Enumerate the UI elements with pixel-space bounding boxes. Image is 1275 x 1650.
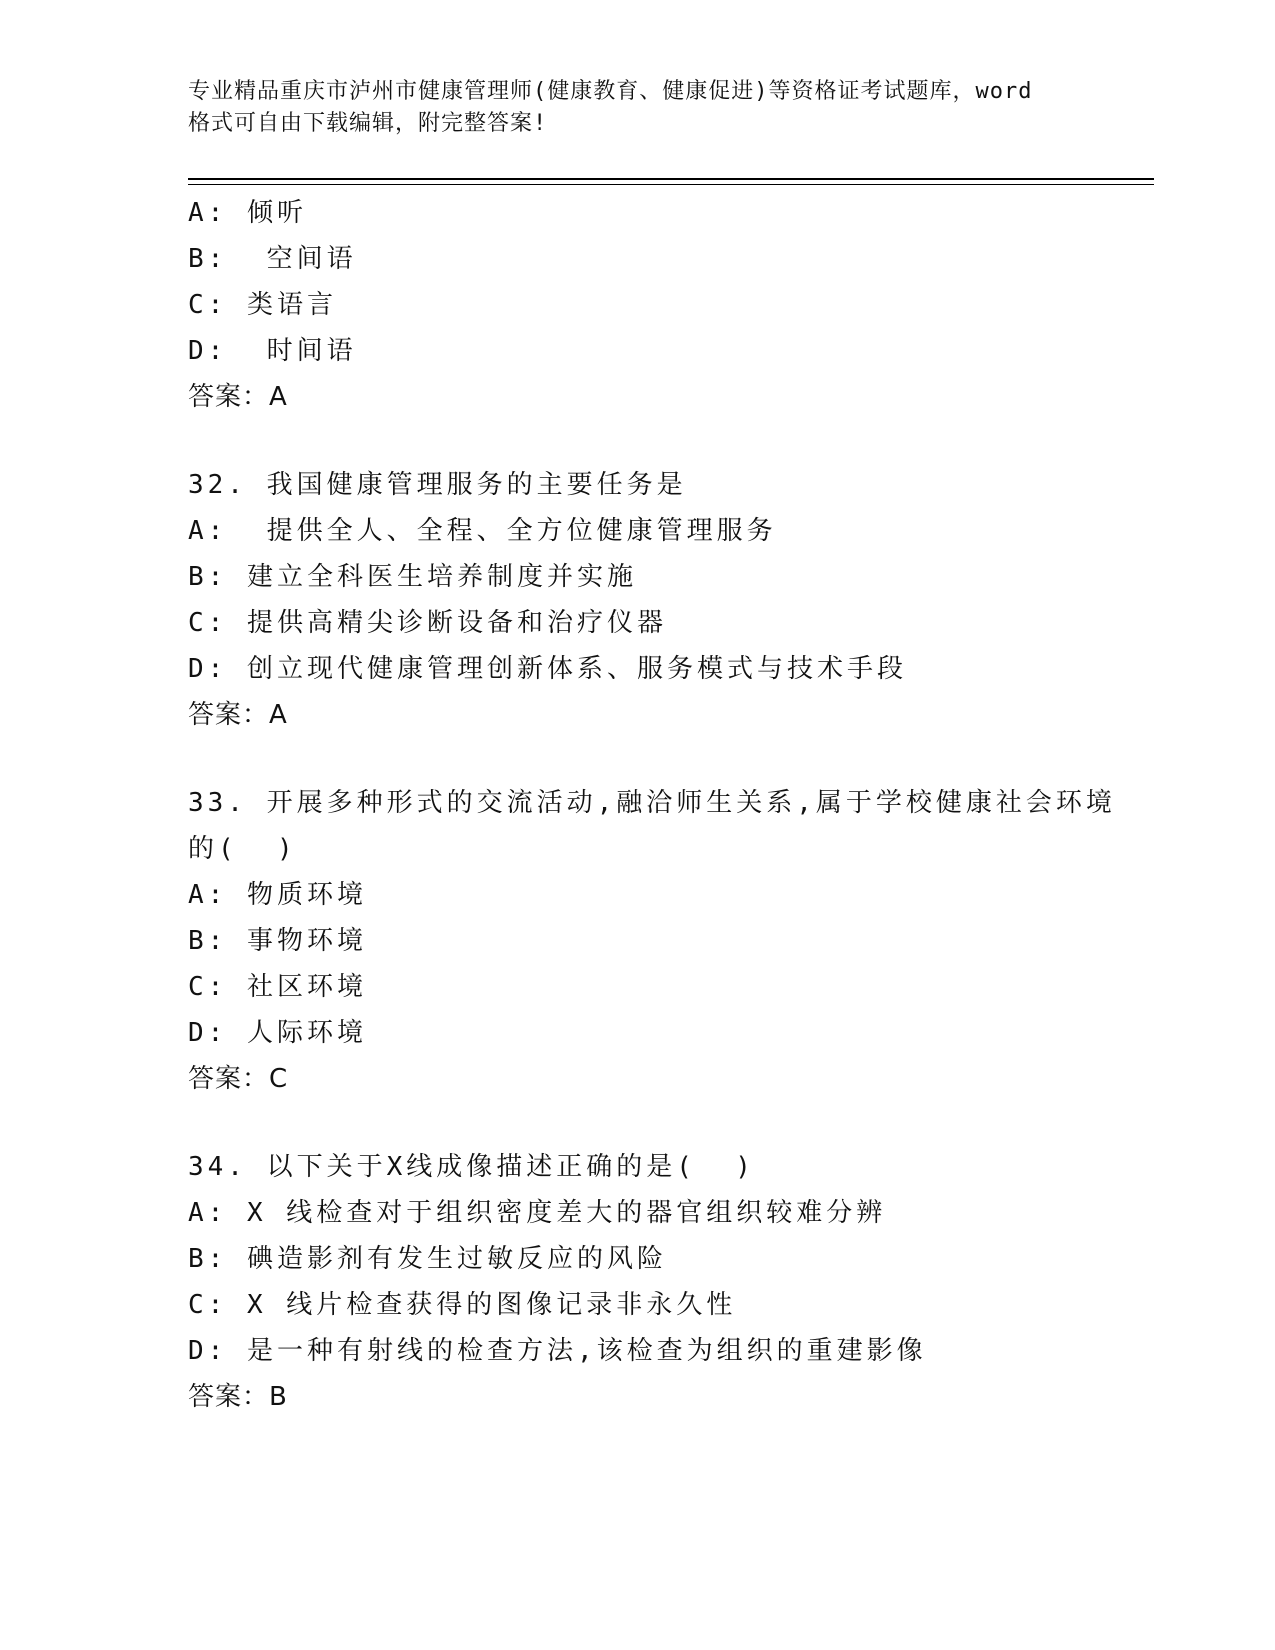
question-stem: 34. 以下关于X线成像描述正确的是( )	[188, 1152, 755, 1182]
option-d: D: 人际环境	[188, 1018, 367, 1048]
option-c: C: 提供高精尖诊断设备和治疗仪器	[188, 608, 667, 638]
question-block-31	[188, 190, 1088, 420]
question-stem-line-2: 的( )	[188, 834, 297, 864]
option-b: B: 空间语	[188, 244, 357, 274]
header-line-2: 格式可自由下载编辑，附完整答案!	[188, 111, 548, 136]
answer-line: 答案：C	[188, 1064, 289, 1094]
question-stem-line-1: 33. 开展多种形式的交流活动,融洽师生关系,属于学校健康社会环境	[188, 788, 1116, 818]
header-divider-thick	[188, 178, 1154, 180]
option-a: A: X 线检查对于组织密度差大的器官组织较难分辨	[188, 1198, 887, 1228]
question-list	[188, 190, 1116, 1420]
option-c: C: 社区环境	[188, 972, 367, 1002]
option-d: D: 时间语	[188, 336, 357, 366]
answer-line: 答案：B	[188, 1382, 288, 1412]
option-b: B: 建立全科医生培养制度并实施	[188, 562, 637, 592]
question-block-34	[188, 1144, 1088, 1420]
question-stem: 32. 我国健康管理服务的主要任务是	[188, 470, 687, 500]
option-a: A: 物质环境	[188, 880, 367, 910]
question-block-32	[188, 462, 1088, 738]
option-a: A: 倾听	[188, 198, 307, 228]
option-a: A: 提供全人、全程、全方位健康管理服务	[188, 516, 777, 546]
header-divider-thin	[188, 184, 1154, 185]
option-d: D: 是一种有射线的检查方法,该检查为组织的重建影像	[188, 1336, 927, 1366]
option-b: B: 碘造影剂有发生过敏反应的风险	[188, 1244, 667, 1274]
option-c: C: X 线片检查获得的图像记录非永久性	[188, 1290, 737, 1320]
header-line-1: 专业精品重庆市泸州市健康管理师(健康教育、健康促进)等资格证考试题库，word	[188, 79, 1033, 104]
document-header	[188, 76, 1088, 140]
option-c: C: 类语言	[188, 290, 337, 320]
option-d: D: 创立现代健康管理创新体系、服务模式与技术手段	[188, 654, 907, 684]
option-b: B: 事物环境	[188, 926, 367, 956]
question-block-33	[188, 780, 1116, 1102]
answer-line: 答案：A	[188, 382, 288, 412]
answer-line: 答案：A	[188, 700, 288, 730]
